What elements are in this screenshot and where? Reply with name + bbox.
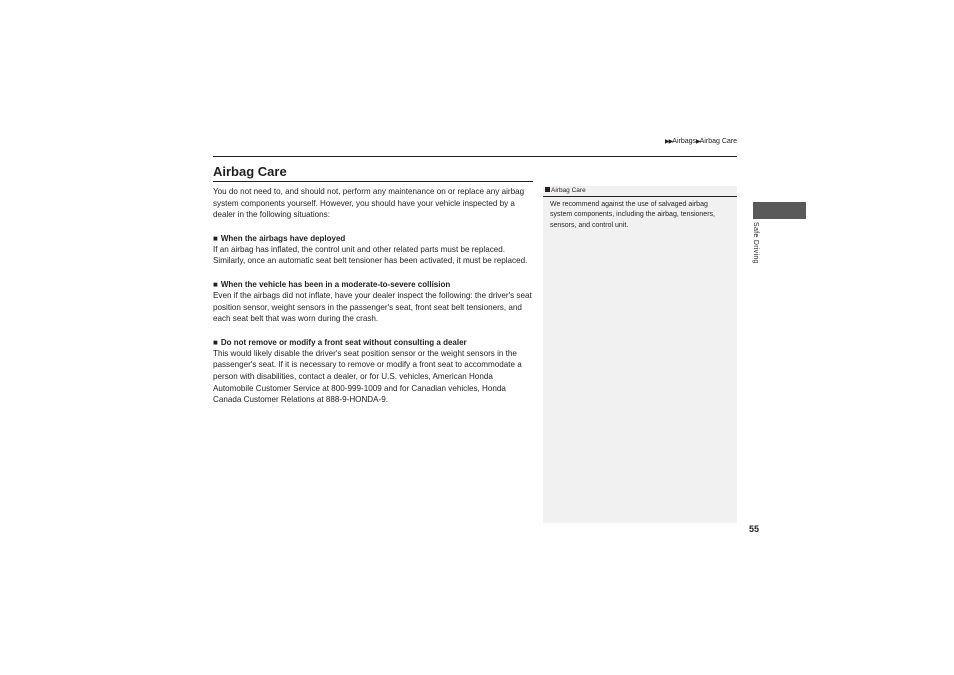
breadcrumb-item[interactable]: Airbags	[672, 138, 697, 145]
section-heading-text: Do not remove or modify a front seat without consulting a dealer	[220, 337, 467, 347]
section-front-seat	[213, 337, 533, 406]
double-arrow-icon: ▶▶	[665, 139, 673, 145]
section-text: If an airbag has inflated, the control unit and other related parts must be replaced. Similarly, once an automatic seat belt tensioner has been activated, it must be replaced.	[213, 244, 528, 266]
square-bullet-icon: ■	[213, 233, 218, 243]
note-title	[543, 186, 737, 195]
intro-paragraph: You do not need to, and should not, perform any maintenance on or replace any airbag system components yourself. However, you should have your vehicle inspected by a dealer in the following situations:	[213, 187, 525, 220]
note-title-text: Airbag Care	[551, 187, 586, 194]
page-title: Airbag Care	[213, 164, 287, 179]
chapter-label: Safe Driving	[752, 222, 759, 264]
section-collision	[213, 279, 533, 325]
title-divider	[213, 181, 533, 182]
page-number: 55	[749, 524, 760, 534]
header-divider	[213, 156, 737, 157]
chapter-tab	[753, 202, 806, 219]
main-content	[213, 163, 533, 406]
square-bullet-icon: ■	[213, 279, 218, 289]
section-heading	[213, 233, 533, 244]
note-icon	[545, 187, 550, 192]
breadcrumb	[665, 138, 737, 145]
side-note-panel	[543, 186, 737, 523]
section-deployed	[213, 233, 533, 267]
section-text: Even if the airbags did not inflate, have your dealer inspect the following: the driver's seat position sensor, weight sensors in the passenger's seat, front seat belt tensioners, and each seat belt that was worn during the crash.	[213, 290, 532, 324]
section-heading	[213, 279, 533, 290]
note-text: We recommend against the use of salvaged airbag system components, including the airbag, tensioners, sensors, and control unit.	[550, 201, 715, 229]
breadcrumb-item[interactable]: Airbag Care	[699, 138, 737, 145]
section-text: This would likely disable the driver's seat position sensor or the weight sensors in the passenger's seat. If it is necessary to remove or modify a front seat to accommodate a person with disabilities, contact a dealer, or for U.S. vehicles, American Honda Automobile Customer Service at 800-999-1009 and for Canadian vehicles, Honda Canada Customer Relations at 888-9-HONDA-9.	[213, 348, 522, 405]
arrow-icon: ▶	[696, 139, 700, 145]
section-heading-text: When the airbags have deployed	[220, 233, 346, 243]
section-heading-text: When the vehicle has been in a moderate-to-severe collision	[220, 279, 451, 289]
square-bullet-icon: ■	[213, 337, 218, 347]
section-heading	[213, 337, 533, 348]
note-divider	[543, 196, 737, 197]
